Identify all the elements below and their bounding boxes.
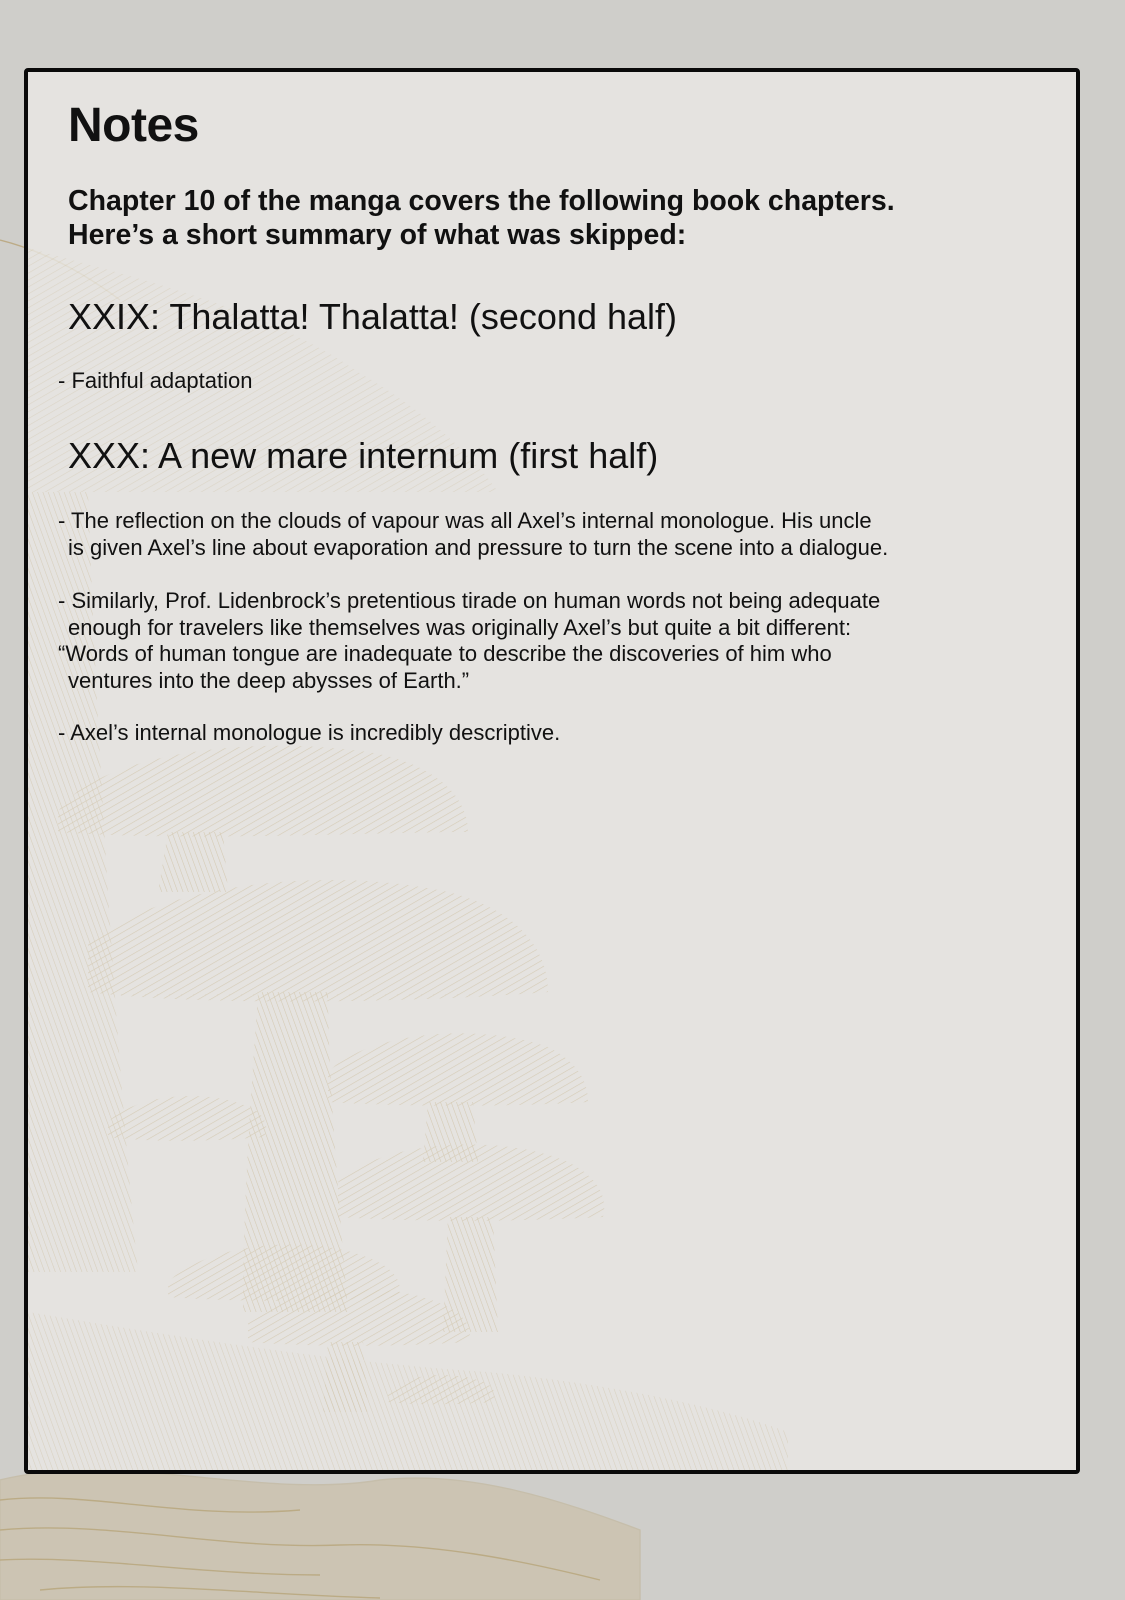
section-xxx-note-2 [58,588,1048,694]
notes-panel [24,68,1080,1474]
note-line: is given Axel’s line about evaporation and pressure to turn the scene into a dialogue. [68,534,889,560]
intro-text [68,184,1028,252]
note-line: - Axel’s internal monologue is incredibly descriptive. [58,720,561,745]
intro-line: Chapter 10 of the manga covers the following book chapters. [68,185,895,217]
notes-content [28,72,1076,1470]
section-heading-xxix: XXIX: Thalatta! Thalatta! (second half) [68,296,678,337]
page-title: Notes [68,99,199,152]
section-heading-xxx: XXX: A new mare internum (first half) [68,435,659,476]
note-line: - Faithful adaptation [58,368,253,393]
note-line: - The reflection on the clouds of vapour was all Axel’s internal monologue. His uncle [58,508,872,533]
intro-line: Here’s a short summary of what was skipped: [68,219,687,251]
quote-line: “Words of human tongue are inadequate to describe the discoveries of him who [58,641,832,666]
note-line: enough for travelers like themselves was originally Axel’s but quite a bit different: [68,614,852,640]
section-xxx-note-1 [58,508,1048,561]
section-xxix-note [58,368,1048,395]
note-line: - Similarly, Prof. Lidenbrock’s pretentious tirade on human words not being adequate [58,588,881,613]
section-xxx-note-3 [58,720,1048,747]
quote-line: ventures into the deep abysses of Earth.” [68,667,470,693]
